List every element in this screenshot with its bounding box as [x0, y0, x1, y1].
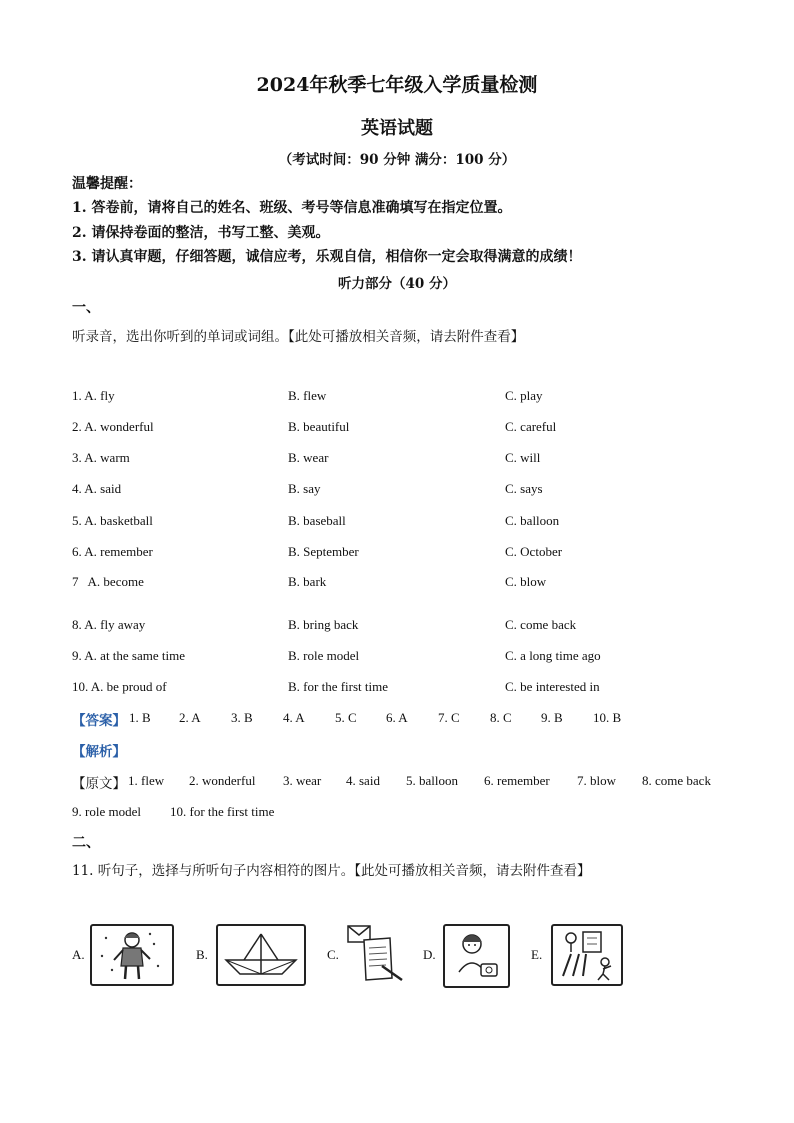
q6-option-c: C. October [505, 544, 563, 559]
picture-c-letter: C. [327, 947, 339, 962]
tip-item: 2. 请保持卷面的整洁，书写工整、美观。 [72, 225, 330, 241]
q5-option-b: B. baseball [288, 513, 346, 528]
q10-option-a: 10. A. be proud of [72, 679, 167, 694]
q4-option-c: C. says [505, 481, 543, 496]
answer-item: 2. A [179, 710, 201, 725]
letter-writing-icon [346, 922, 406, 984]
q10-option-b: B. for the first time [288, 679, 389, 694]
q4-option-a: 4. A. said [72, 481, 122, 496]
exam-subtitle: 英语试题 [361, 118, 433, 139]
tip-item: 3. 请认真审题，仔细答题，诚信应考，乐观自信，相信你一定会取得满意的成绩！ [72, 249, 582, 265]
exam-time-note: （考试时间：90 分钟 满分：100 分） [278, 152, 516, 168]
q8-option-a: 8. A. fly away [72, 617, 146, 632]
answer-item: 1. B [129, 710, 151, 725]
q3-option-c: C. will [505, 450, 541, 465]
q5-option-a: 5. A. basketball [72, 513, 153, 528]
answer-item: 4. A [283, 710, 305, 725]
q7-option-a: 7 A. become [72, 574, 144, 589]
answer-item: 6. A [386, 710, 408, 725]
transcript-item: 7. blow [577, 773, 616, 788]
q8-option-b: B. bring back [288, 617, 359, 632]
answer-item: 3. B [231, 710, 253, 725]
q7-option-c: C. blow [505, 574, 547, 589]
picture-e-letter: E. [531, 947, 543, 962]
exam-title: 2024年秋季七年级入学质量检测 [256, 74, 538, 96]
answer-label: 【答案】 [72, 713, 126, 729]
picture-b-letter: B. [196, 947, 208, 962]
transcript-item: 10. for the first time [170, 804, 275, 819]
transcript-item: 1. flew [128, 773, 165, 788]
analysis-label: 【解析】 [72, 744, 126, 760]
answer-item: 10. B [593, 710, 622, 725]
q1-option-c: C. play [505, 388, 543, 403]
q10-option-c: C. be interested in [505, 679, 600, 694]
transcript-item: 8. come back [642, 773, 711, 788]
q6-option-a: 6. A. remember [72, 544, 153, 559]
q2-option-c: C. careful [505, 419, 557, 434]
transcript-item: 6. remember [484, 773, 550, 788]
q9-option-b: B. role model [288, 648, 360, 663]
tip-item: 1. 答卷前，请将自己的姓名、班级、考号等信息准确填写在指定位置。 [72, 200, 512, 216]
q9-option-c: C. a long time ago [505, 648, 601, 663]
answer-item: 9. B [541, 710, 563, 725]
part-two-instruction: 11. 听句子，选择与所听句子内容相符的图片。【此处可播放相关音频，请去附件查看】 [72, 863, 591, 879]
part-one-label: 一、 [72, 300, 100, 316]
person-in-snow-icon [90, 924, 174, 986]
q2-option-b: B. beautiful [288, 419, 350, 434]
part-one-instruction: 听录音，选出你听到的单词或词组。【此处可播放相关音频，请去附件查看】 [72, 329, 525, 345]
q7-option-b: B. bark [288, 574, 327, 589]
q2-option-a: 2. A. wonderful [72, 419, 154, 434]
q9-option-a: 9. A. at the same time [72, 648, 186, 663]
q6-option-b: B. September [288, 544, 359, 559]
picture-d-letter: D. [423, 947, 436, 962]
q1-option-a: 1. A. fly [72, 388, 115, 403]
q1-option-b: B. flew [288, 388, 327, 403]
picture-a-letter: A. [72, 947, 85, 962]
transcript-label: 【原文】 [72, 776, 126, 792]
transcript-item: 9. role model [72, 804, 141, 819]
answer-item: 7. C [438, 710, 460, 725]
paper-boat-icon [216, 924, 306, 986]
q3-option-b: B. wear [288, 450, 329, 465]
transcript-item: 2. wonderful [189, 773, 256, 788]
transcript-item: 5. balloon [406, 773, 458, 788]
school-crossing-icon [551, 924, 623, 986]
q4-option-b: B. say [288, 481, 321, 496]
answer-item: 5. C [335, 710, 357, 725]
q8-option-c: C. come back [505, 617, 577, 632]
transcript-item: 3. wear [283, 773, 322, 788]
q3-option-a: 3. A. warm [72, 450, 130, 465]
transcript-item: 4. said [346, 773, 380, 788]
person-on-phone-icon [443, 924, 510, 988]
listening-heading: 听力部分（40 分） [338, 276, 456, 292]
answer-item: 8. C [490, 710, 512, 725]
tips-heading: 温馨提醒： [72, 176, 142, 192]
part-two-label: 二、 [72, 835, 100, 851]
q5-option-c: C. balloon [505, 513, 560, 528]
